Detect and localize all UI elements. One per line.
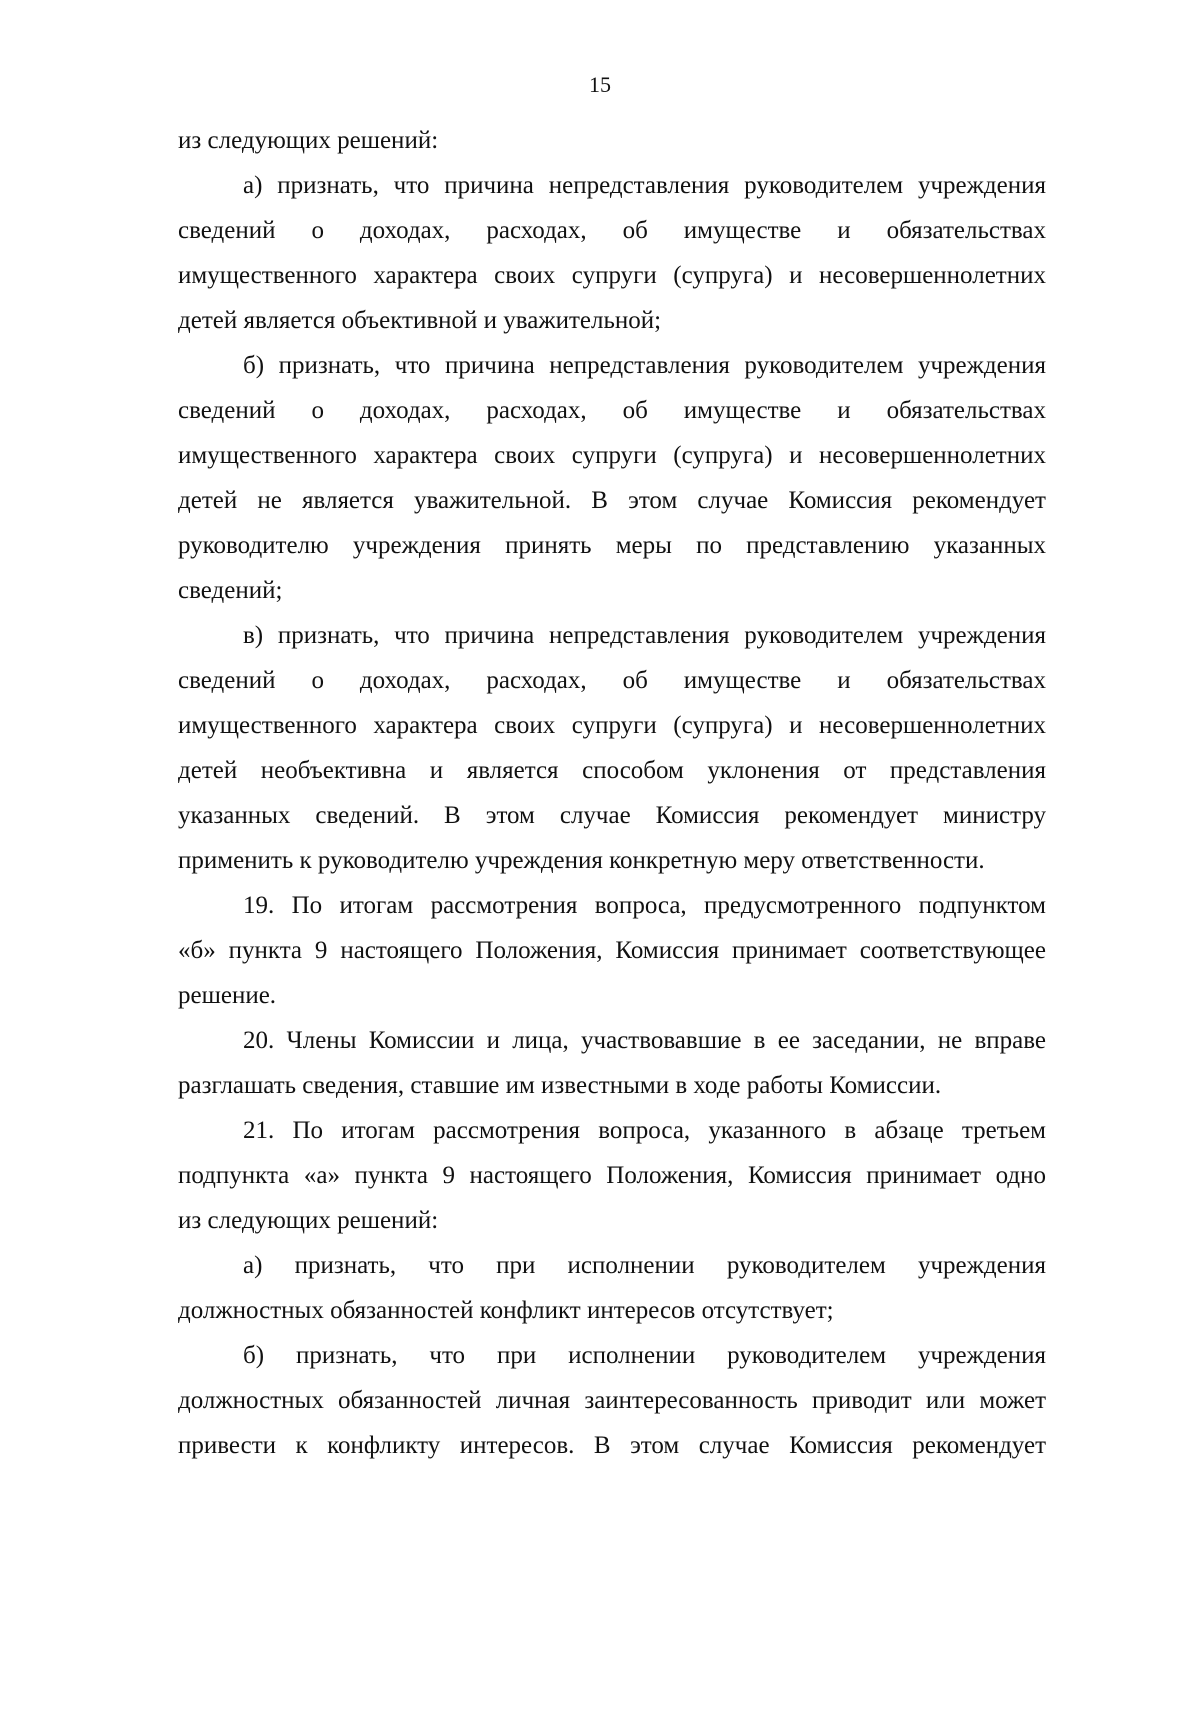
text-line: б) признать, что при исполнении руководителем учреждения xyxy=(243,1342,1046,1369)
text-line: 19. По итогам рассмотрения вопроса, предусмотренного подпунктом xyxy=(243,892,1046,919)
text-line: сведений о доходах, расходах, об имуществе и обязательствах xyxy=(178,397,1046,424)
text-line: сведений; xyxy=(178,577,283,604)
text-line: из следующих решений: xyxy=(178,1207,439,1234)
text-line: применить к руководителю учреждения конкретную меру ответственности. xyxy=(178,847,985,874)
text-line: привести к конфликту интересов. В этом случае Комиссия рекомендует xyxy=(178,1432,1046,1459)
text-line: 21. По итогам рассмотрения вопроса, указанного в абзаце третьем xyxy=(243,1117,1046,1144)
text-line: 20. Члены Комиссии и лица, участвовавшие в ее заседании, не вправе xyxy=(243,1027,1046,1054)
text-line: руководителю учреждения принять меры по представлению указанных xyxy=(178,532,1046,559)
text-line: должностных обязанностей личная заинтересованность приводит или может xyxy=(178,1387,1046,1414)
text-line: решение. xyxy=(178,982,277,1009)
text-line: разглашать сведения, ставшие им известными в ходе работы Комиссии. xyxy=(178,1072,942,1099)
text-line: детей является объективной и уважительной; xyxy=(178,307,662,334)
text-line: в) признать, что причина непредставления руководителем учреждения xyxy=(243,622,1046,649)
text-line: б) признать, что причина непредставления руководителем учреждения xyxy=(243,352,1046,379)
text-line: детей не является уважительной. В этом случае Комиссия рекомендует xyxy=(178,487,1046,514)
text-line: а) признать, что причина непредставления руководителем учреждения xyxy=(243,172,1046,199)
text-line: должностных обязанностей конфликт интересов отсутствует; xyxy=(178,1297,834,1324)
document-body xyxy=(178,118,1046,1468)
text-line: указанных сведений. В этом случае Комиссия рекомендует министру xyxy=(178,802,1046,829)
text-line: сведений о доходах, расходах, об имуществе и обязательствах xyxy=(178,217,1046,244)
text-line: имущественного характера своих супруги (супруга) и несовершеннолетних xyxy=(178,712,1046,739)
text-line: «б» пункта 9 настоящего Положения, Комиссия принимает соответствующее xyxy=(178,937,1046,964)
text-line: сведений о доходах, расходах, об имуществе и обязательствах xyxy=(178,667,1046,694)
page-number: 15 xyxy=(589,72,611,97)
text-line: имущественного характера своих супруги (супруга) и несовершеннолетних xyxy=(178,262,1046,289)
text-line: имущественного характера своих супруги (супруга) и несовершеннолетних xyxy=(178,442,1046,469)
text-line: детей необъективна и является способом уклонения от представления xyxy=(178,757,1046,784)
text-line: а) признать, что при исполнении руководителем учреждения xyxy=(243,1252,1046,1279)
text-line: подпункта «а» пункта 9 настоящего Положения, Комиссия принимает одно xyxy=(178,1162,1046,1189)
text-line: из следующих решений: xyxy=(178,127,439,154)
